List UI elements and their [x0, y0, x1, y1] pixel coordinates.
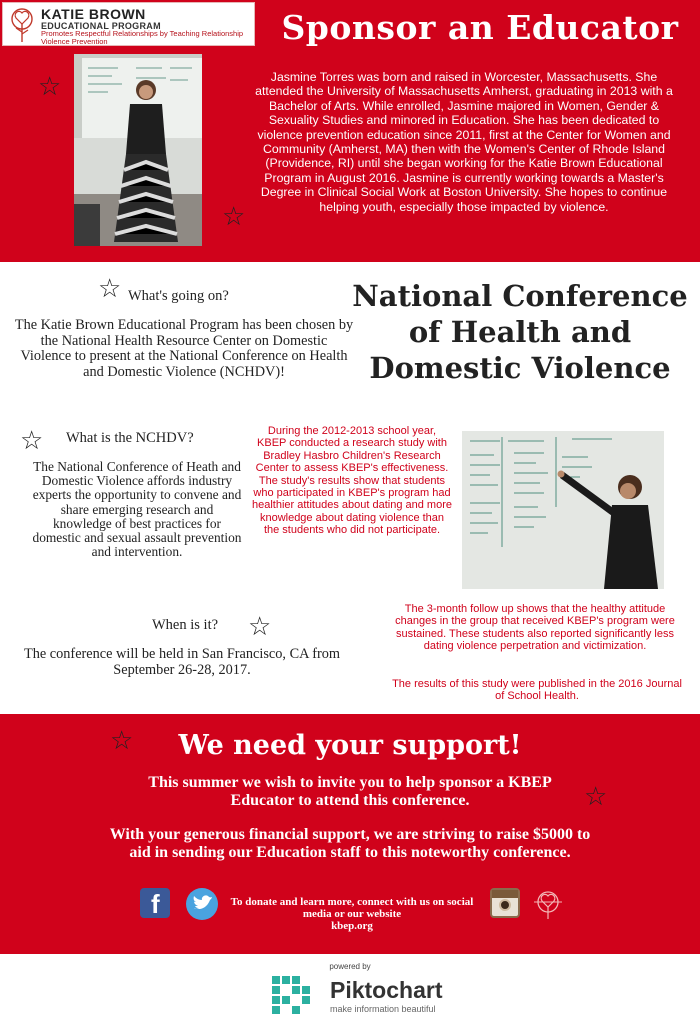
support-paragraph-2: With your generous financial support, we are striving to raise $5000 to aid in sending our Education staff to this noteworthy conference. [109, 826, 591, 861]
study-paragraph-2: The 3-month follow up shows that the healthy attitude changes in the group that received KBEP's program were sustained. These students also reported significantly less dating violence perpetration and victimization. [395, 603, 675, 653]
star-icon: ☆ [38, 72, 62, 102]
classroom-photo [462, 431, 664, 589]
when-is-it-heading: When is it? [152, 617, 219, 633]
logo-subtitle: EDUCATIONAL PROGRAM [41, 21, 161, 31]
star-icon: ☆ [98, 274, 122, 304]
kbep-logo-icon[interactable] [530, 888, 566, 920]
website-link[interactable]: kbep.org [331, 920, 373, 932]
page-title: Sponsor an Educator [281, 8, 679, 47]
instagram-icon[interactable] [490, 888, 520, 918]
support-paragraph-1: This summer we wish to invite you to help sponsor a KBEP Educator to attend this conference. [148, 774, 552, 809]
piktochart-logo-icon[interactable] [272, 976, 310, 1014]
whats-going-on-heading: What's going on? [128, 288, 229, 304]
star-icon: ☆ [248, 612, 272, 642]
study-paragraph-3: The results of this study were published in the 2016 Journal of School Health. [392, 678, 682, 703]
star-icon: ☆ [20, 426, 44, 456]
powered-by: powered by [329, 962, 371, 971]
when-is-it-text: The conference will be held in San Francisco, CA from September 26-28, 2017. [23, 646, 341, 678]
whats-going-on-text: The Katie Brown Educational Program has been chosen by the National Health Resource Center on Domestic Violence to present at the National Conference on Health and Domestic Violence (NCHDV)! [14, 317, 354, 380]
piktochart-brand[interactable]: Piktochart [330, 977, 443, 1003]
logo-name: KATIE BROWN [41, 6, 146, 22]
what-is-nchdv-heading: What is the NCHDV? [66, 430, 194, 446]
piktochart-tagline: make information beautiful [330, 1004, 436, 1014]
contact-line: To donate and learn more, connect with us on social media or our website [230, 896, 474, 920]
star-icon: ☆ [584, 782, 608, 812]
support-title: We need your support! [178, 730, 522, 761]
logo-tagline: Promotes Respectful Relationships by Teaching Relationship Violence Prevention [41, 29, 244, 46]
study-paragraph-1: During the 2012-2013 school year, KBEP conducted a research study with Bradley Hasbro Children's Research Center to assess KBEP's effectiveness. The study's results show that students who participated in KBEP's program had healthier attitudes about dating and more knowledge about dating violence than the students who did not participate. [252, 425, 452, 537]
facebook-icon[interactable]: f [140, 888, 170, 918]
conference-title: National Conference of Health and Domestic Violence [352, 279, 688, 385]
twitter-icon[interactable] [186, 888, 218, 920]
star-icon: ☆ [222, 202, 246, 232]
contact-text [222, 896, 482, 932]
kbep-logo-icon [7, 6, 37, 44]
kbep-logo[interactable] [2, 2, 255, 46]
educator-photo [74, 54, 202, 246]
what-is-nchdv-text: The National Conference of Heath and Domestic Violence affords industry experts the opportunity to convene and share emerging research and knowledge of best practices for domestic and sexual assault prevention and intervention. [32, 459, 242, 560]
educator-bio: Jasmine Torres was born and raised in Worcester, Massachusetts. She attended the University of Massachusetts Amherst, graduating in 2013 with a Bachelor of Arts. While enrolled, Jasmine majored in Women, Gender & Sexuality Studies and minored in Education. She has been dedicated to violence prevention education since 2011, first at the Center for Women and Community (Amherst, MA) then with the Women's Center of Rhode Island (Providence, RI) until she began working for the Katie Brown Educational Program in August 2016. Jasmine is currently working towards a Master's Degree in Clinical Social Work at Boston University. She hopes to continue helping youth, especially those impacted by violence. [255, 70, 673, 214]
star-icon: ☆ [110, 726, 134, 756]
